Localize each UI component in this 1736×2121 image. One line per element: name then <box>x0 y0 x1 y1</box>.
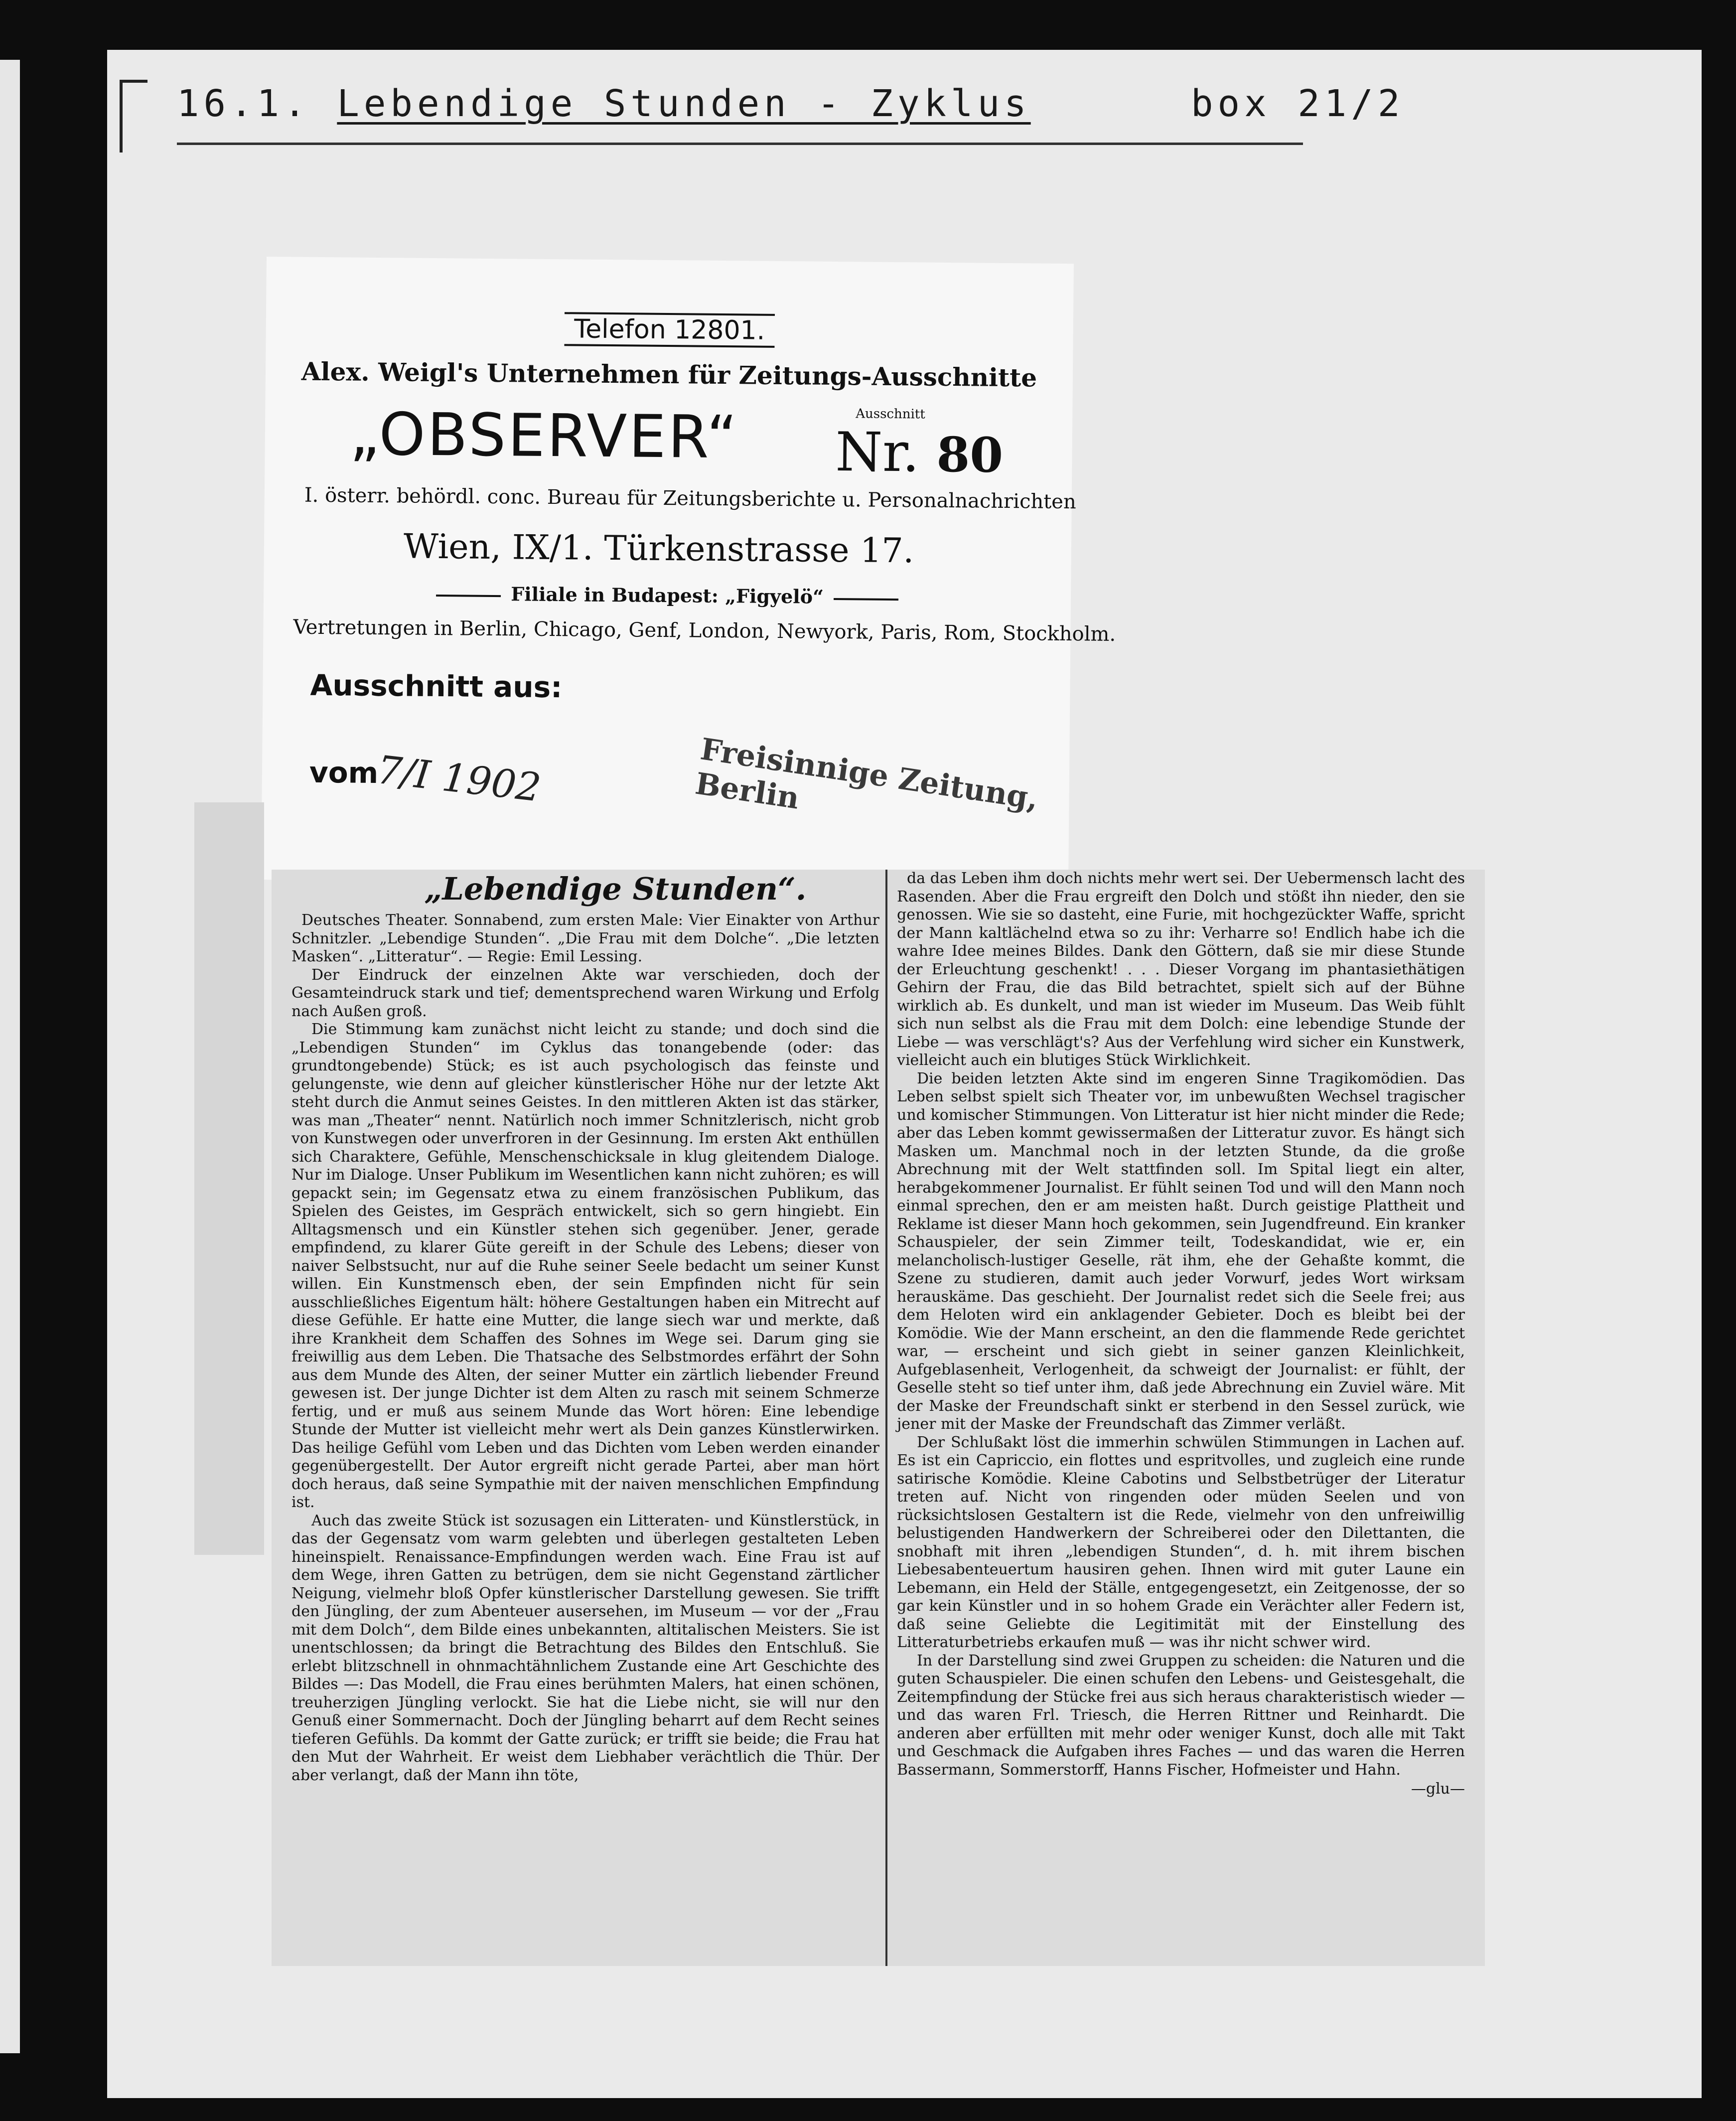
archive-header <box>177 82 1405 125</box>
clipping-backing <box>194 802 264 1555</box>
article-column-2 <box>897 870 1465 1799</box>
header-rule <box>177 143 1303 145</box>
article-paragraph: Die Stimmung kam zunächst nicht leicht zu stande; und doch sind die „Lebendigen Stunden“ im Cyklus das tonangebende (oder: das grundtongebende) Stück; es ist auch psychologisch das feinste und gelungenste, wie denn auf gleicher künstlerischer Höhe nur der letzte Akt steht durch die Anmut seines Geistes. In den mittleren Akten ist das stärker, was man „Theater“ nennt. Natürlich noch immer Schnitzlerisch, nicht grob von Kunstwegen oder unverfroren in der Gesinnung. Im ersten Akt enthüllen sich Charaktere, Gefühle, Menschenschicksale in klug gleitendem Dialoge. Nur im Dialoge. Unser Publikum im Wesentlichen kann nicht zuhören; es will gepackt sein; im Gegensatz etwa zu einem französischen Publikum, das Spielen des Geistes, im Gespräch entwickelt, sich so gern hingiebt. Ein Alltagsmensch und ein Künstler stehen sich gegenüber. Jener, gerade empfindend, zu klarer Güte gereift in der Schule des Lebens; dieser von naiver Selbstsucht, nur auf die Ruhe seiner Seele bedacht um seiner Kunst willen. Ein Kunstmensch eben, der sein Empfinden nicht für sein ausschließliches Eigentum hält: höhere Gestaltungen haben ein Mitrecht auf diese Gefühle. Er hatte eine Mutter, die lange siech war und merkte, daß ihre Krankheit dem Schaffen des Sohnes im Wege sei. Darum ging sie freiwillig aus dem Leben. Die Thatsache des Selbstmordes erfährt der Sohn aus dem Munde des Alten, der seiner Mutter ein zärtlich liebender Freund gewesen ist. Der junge Dichter ist dem Alten zu rasch mit seinem Schmerze fertig, und er muß aus seinem Munde das Wort hören: Eine lebendige Stunde der Mutter ist vielleicht mehr wert als Dein ganzes Künstlerwirken. Das heilige Gefühl vom Leben und das Dichten vom Leben werden einander gegenübergestellt. Der Autor ergreift nicht gerade Partei, aber man hört doch heraus, daß seine Sympathie mit der naiven menschlichen Empfindung ist. <box>291 1021 879 1511</box>
telefon-line: Telefon 12801. <box>266 311 1073 348</box>
article-title: „Lebendige Stunden“. <box>424 871 807 907</box>
newspaper-stamp: Freisinnige Zeitung, Berlin <box>693 732 1041 817</box>
rule-right <box>834 598 898 600</box>
article-paragraph: Deutsches Theater. Sonnabend, zum ersten Male: Vier Einakter von Arthur Schnitzler. „Lebendige Stunden“. „Die Frau mit dem Dolche“. „Die letzten Masken“. „Litteratur“. — Regie: Emil Lessing. <box>291 911 879 965</box>
box-label: box 21/2 <box>1191 82 1405 125</box>
article-paragraph: Die beiden letzten Akte sind im engeren Sinne Tragikomödien. Das Leben selbst spielt sich Theater vor, im unbewußten Wechsel tragischer und komischer Stimmungen. Von Litteratur ist hier nicht minder die Rede; aber das Leben kommt gewissermaßen der Litteratur zuvor. Es hängt sich Masken um. Manchmal noch in der letzten Stunde, da die große Abrechnung mit der Welt stattfinden soll. Im Spital liegt ein alter, herabgekommener Journalist. Er fühlt seinen Tod und will den Mann noch einmal sprechen, den er am meisten haßt. Durch geistige Plattheit und Reklame ist dieser Mann hoch gekommen, sein Jugendfreund. Ein kranker Schauspieler, der sein Zimmer teilt, Todeskandidat, wie er, ein melancholisch-lustiger Geselle, rät ihm, ehe der Gehaßte kommt, die Szene zu studieren, damit auch jeder Vorwurf, jedes Wort wirksam herauskäme. Das geschieht. Der Journalist redet sich die Seele frei; aus dem Heloten wird ein anklagender Gebieter. Doch es bleibt bei der Komödie. Wie der Mann erscheint, an den die flammende Rede gerichtet war, — erscheint und sich giebt in seiner ganzen Kleinlichkeit, Aufgeblasenheit, Verlogenheit, da schweigt der Journalist: er fühlt, der Geselle steht so tief unter ihm, daß jede Abrechnung ein Zuviel wäre. Mit der Maske der Freundschaft sinkt er sterbend in den Sessel zurück, wie jener mit der Maske der Freundschaft das Zimmer verläßt. <box>897 1069 1465 1433</box>
address-line: Wien, IX/1. Türkenstrasse 17. <box>403 527 914 571</box>
column-divider <box>885 870 887 1966</box>
clipping-number-value: 80 <box>936 426 1004 483</box>
adjacent-page-edge <box>0 60 20 2053</box>
series-title: Lebendige Stunden - Zyklus <box>337 82 1031 125</box>
observer-brand: „OBSERVER“ <box>349 399 739 472</box>
vom-label: vom <box>309 755 379 790</box>
ausschnitt-aus-label: Ausschnitt aus: <box>310 668 563 705</box>
vertretungen-line: Vertretungen in Berlin, Chicago, Genf, London, Newyork, Paris, Rom, Stockholm. <box>293 615 1116 646</box>
article-paragraph: Der Eindruck der einzelnen Akte war verschieden, doch der Gesamteindruck stark und tief; dementsprechend waren Wirkung und Erfolg nach Außen groß. <box>291 966 879 1020</box>
bureau-line: I. österr. behördl. conc. Bureau für Zeitungsberichte u. Personalnachrichten <box>304 483 1076 514</box>
item-number: 16.1. <box>177 82 310 125</box>
ausschnitt-caption: Ausschnitt <box>856 406 925 422</box>
corner-mark <box>120 80 147 152</box>
company-name: Alex. Weigl's Unternehmen für Zeitungs-Ausschnitte <box>301 356 1037 393</box>
author-signature: —glu— <box>1411 1780 1465 1798</box>
clipping-number: Nr. 80 <box>835 421 1004 484</box>
newspaper-clipping <box>272 870 1485 1966</box>
article-paragraph: Der Schlußakt löst die immerhin schwülen Stimmungen in Lachen auf. Es ist ein Capriccio, ein flottes und espritvolles, und zugleich eine runde satirische Komödie. Kleine Cabotins und Selbstbetrüger der Literatur treten auf. Nicht von ringenden oder müden Seelen und von rücksichtslosen Gestaltern ist die Rede, vielmehr von den unfreiwillig belustigenden Handwerkern der Schreiberei oder den Dilettanten, die snobhaft mit ihren „lebendigen Stunden“, d. h. mit ihrem bischen Liebesabenteuertum hausiren gehen. Ihnen wird mit guter Laune ein Lebemann, ein Held der Ställe, entgegengesetzt, ein Zeitgenosse, der so gar kein Künstler und in so hohem Grade ein Verächter aller Federn ist, daß seine Geliebte die Legitimität mit der Einstellung des Litteraturbetriebs erkaufen muß — was ihr nicht schwer wird. <box>897 1433 1465 1651</box>
article-column-1 <box>291 870 879 1785</box>
filiale-line: Filiale in Budapest: „Figyelö“ <box>264 581 1071 610</box>
rule-left <box>436 594 501 597</box>
article-paragraph: da das Leben ihm doch nichts mehr wert sei. Der Uebermensch lacht des Rasenden. Aber die Frau ergreift den Dolch und stößt ihn nieder, den sie genossen. Wie sie so dasteht, eine Furie, mit hochgezückter Waffe, spricht der Mann kaltlächelnd etwa so zu ihr: Verharre so! Endlich habe ich die wahre Idee meines Bildes. Dank den Göttern, daß sie mir diese Stunde der Erleuchtung geschenkt! . . . Dieser Vorgang im phantasiethätigen Gehirn der Frau, die das Bild betrachtet, spielt sich auf der Bühne wirklich ab. Es dunkelt, und man ist wieder im Museum. Das Weib fühlt sich nun selbst als die Frau mit dem Dolch: eine lebendige Stunde der Liebe — was verschlägt's? Aus der Verfehlung wird sicher ein Kunstwerk, vielleicht auch ein blutiges Stück Wirklichkeit. <box>897 870 1465 1069</box>
article-paragraph: Auch das zweite Stück ist sozusagen ein Litteraten- und Künstlerstück, in das der Gegensatz vom warm gelebten und überlegen gestalteten Leben hineinspielt. Renaissance-Empfindungen werden wach. Eine Frau ist auf dem Wege, ihren Gatten zu betrügen, dem sie nicht Gegenstand zärtlicher Neigung, vielmehr bloß Opfer künstlerischer Darstellung gewesen. Sie trifft den Jüngling, der zum Abenteuer ausersehen, im Museum — vor der „Frau mit dem Dolch“, dem Bilde eines unbekannten, altitalischen Meisters. Sie ist unentschlossen; da bringt die Betrachtung des Bildes den Entschluß. Sie erlebt blitzschnell in ohnmachtähnlichem Zustande eine Art Geschichte des Bildes —: Das Modell, die Frau eines berühmten Malers, hat einen schönen, treuherzigen Jüngling verlockt. Sie hat die Liebe nicht, sie will nur den Genuß einer Sommernacht. Doch der Jüngling beharrt auf dem Recht seines tieferen Gefühls. Da kommt der Gatte zurück; er trifft sie beide; die Frau hat den Mut der Wahrheit. Er weist dem Liebhaber verächtlich die Thür. Der aber verlangt, daß der Mann ihn töte, <box>291 1512 879 1784</box>
article-paragraph: In der Darstellung sind zwei Gruppen zu scheiden: die Naturen und die guten Schauspieler. Die einen schufen den Lebens- und Geistesgehalt, die Zeitempfindung der Stücke frei aus sich heraus charakteristisch wieder — und das waren Frl. Triesch, die Herren Rittner und Reinhardt. Die anderen aber erfüllten mit mehr oder weniger Kunst, doch alle mit Takt und Geschmack die Aufgaben ihres Faches — und das waren die Herren Bassermann, Sommerstorff, Hanns Fischer, Hofmeister und Hahn. <box>897 1652 1465 1779</box>
clipping-service-label <box>261 257 1116 887</box>
handwritten-date: 7/I 1902 <box>374 748 543 811</box>
